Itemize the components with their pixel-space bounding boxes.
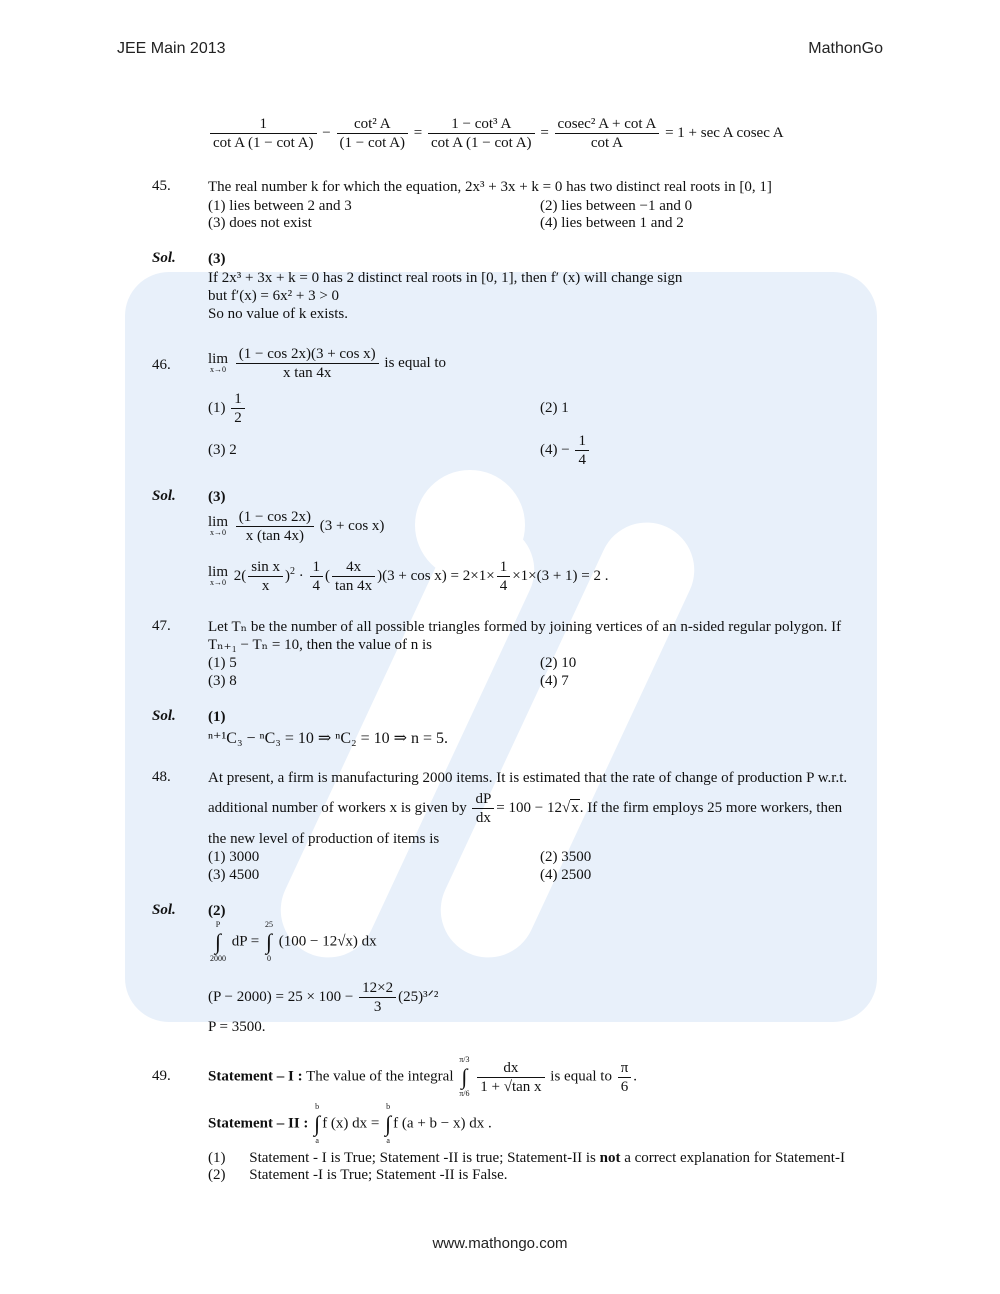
solution-answer: (3): [208, 489, 226, 505]
option-1: (1) 5: [208, 655, 237, 671]
solution-line: lim x→0 2( $\frac{\text{sin x}}{x}$ )$^2$ · $\frac{1}{4}$ ( $\frac{4x}{\tan 4x}$ )(3 + cos x) = 2×1× $\frac{1}{4}$ ×1×(3 + 1) = 2 .: [208, 559, 609, 594]
integral-upper-limit: π/3: [459, 1055, 470, 1064]
limit: [208, 353, 228, 374]
option-2: (2) lies between −1 and 0: [540, 198, 693, 214]
option-3: (3) 4500: [208, 867, 260, 883]
fraction-numerator: 1: [231, 390, 245, 409]
expression: (100 − 12√x) dx: [278, 933, 377, 950]
expression: = 100 − 12: [496, 799, 562, 816]
option-4: (4) 2500: [540, 867, 592, 883]
expression: (3 + cos x) = 2×1×: [382, 567, 495, 584]
fraction-numerator: dx: [477, 1059, 544, 1078]
option-4: (4) 7: [540, 673, 569, 689]
solution-answer: (1): [208, 709, 226, 725]
expression: ×1×(3 + 1) = 2 .: [512, 567, 609, 584]
option-2: (2) 3500: [540, 849, 592, 865]
operator: −: [322, 124, 331, 141]
integral-upper-limit: b: [386, 1102, 391, 1111]
solution-line: ⁿ⁺¹C₃ − ⁿC₃ = 10 ⇒ ⁿC₂ = 10 ⇒ n = 5.: [208, 730, 449, 747]
footer-url[interactable]: www.mathongo.com: [432, 1235, 568, 1252]
expression: f (x) dx =: [322, 1115, 380, 1132]
solution-answer: (2): [208, 903, 226, 919]
statement-2: Statement – II : b ∫ a f (x) dx = b ∫ a f (a + b − x) dx .: [208, 1102, 492, 1145]
integral-lower-limit: 2000: [210, 954, 226, 963]
integral-upper-limit: 25: [265, 920, 273, 929]
fraction-denominator: 4: [499, 578, 508, 594]
question-number: 46.: [152, 357, 171, 373]
option-4: (4) lies between 1 and 2: [540, 215, 684, 231]
expression: dP =: [231, 933, 260, 950]
expression: (25)³ᐟ²: [398, 988, 439, 1005]
option-1: (1) lies between 2 and 3: [208, 198, 352, 214]
fraction-numerator: 4x: [332, 558, 375, 577]
fraction-denominator: cot A (1 − cot A): [431, 135, 532, 151]
fraction-numerator: (1 − cos 2x): [236, 508, 314, 527]
limit-subscript: x→0: [210, 578, 226, 587]
fraction-numerator: 1 − cot³ A: [428, 115, 535, 134]
text: is equal to: [550, 1068, 612, 1085]
question-number: 47.: [152, 618, 171, 634]
question-limit-expression: [208, 345, 446, 382]
question-number: 49.: [152, 1068, 171, 1084]
fraction-denominator: x: [261, 578, 270, 594]
header-exam-title: JEE Main 2013: [117, 40, 226, 57]
fraction-denominator: 1 + √tan x: [480, 1078, 542, 1095]
limit-text: lim: [208, 564, 229, 580]
option-text: a correct explanation for Statement-I: [620, 1150, 845, 1166]
fraction-numerator: 1: [310, 558, 324, 577]
expression: f (a + b − x) dx .: [393, 1115, 492, 1132]
option-3: (3) does not exist: [208, 215, 312, 231]
fraction-denominator: 4: [578, 452, 586, 468]
fraction-numerator: cot² A: [337, 115, 409, 134]
fraction-denominator: cot A (1 − cot A): [213, 135, 314, 151]
continued-solution-equation: [208, 115, 784, 152]
option-label: (2): [208, 1167, 226, 1183]
option-text-bold: not: [599, 1150, 621, 1166]
option-text: Statement - I is True; Statement -II is true; Statement-II is: [249, 1150, 600, 1166]
solution-label: Sol.: [152, 902, 176, 918]
option-2: (2) 10: [540, 655, 577, 671]
limit-subscript: x→0: [210, 365, 226, 374]
option-4: [540, 432, 591, 469]
fraction-numerator: cosec² A + cot A: [555, 115, 660, 134]
solution-line: [208, 979, 438, 1016]
fraction-denominator: x tan 4x: [283, 365, 332, 381]
expression: (P − 2000) = 25 × 100 −: [208, 988, 354, 1005]
fraction-numerator: sin x: [248, 558, 283, 577]
fraction-denominator: dx: [475, 810, 491, 826]
question-text: is equal to: [384, 354, 447, 371]
question-text: Tₙ₊₁ − Tₙ = 10, then the value of n is: [208, 637, 432, 653]
solution-label: Sol.: [152, 708, 176, 724]
option-1: [208, 390, 247, 427]
fraction-numerator: dP: [472, 790, 494, 809]
statement-label: Statement – I :: [208, 1068, 303, 1085]
limit-subscript: x→0: [210, 528, 226, 537]
fraction-denominator: 6: [620, 1078, 629, 1095]
operator: =: [413, 124, 423, 141]
sqrt-radicand: x: [571, 799, 579, 816]
solution-line: If 2x³ + 3x + k = 0 has 2 distinct real roots in [0, 1], then f′ (x) will change sign: [208, 270, 683, 286]
option-1: (1) 3000: [208, 849, 260, 865]
question-number: 48.: [152, 769, 171, 785]
fraction-denominator: x (tan 4x): [245, 528, 305, 544]
option-1: [208, 1149, 845, 1167]
integral-lower-limit: a: [386, 1136, 390, 1145]
fraction-denominator: 4: [312, 578, 321, 594]
operator: =: [540, 124, 549, 141]
solution-label: Sol.: [152, 250, 176, 266]
limit-text: lim: [208, 351, 229, 367]
solution-line: P ∫ 2000 dP = 25 ∫ 0 (100 − 12√x) dx: [210, 920, 377, 963]
limit-text: lim: [208, 514, 229, 530]
solution-line: So no value of k exists.: [208, 306, 348, 322]
expression: 2: [233, 567, 242, 584]
statement-1: Statement – I : The value of the integral π/3 ∫ π/6 $\frac{dx}{\text{1 + √tan x}}$ is equal to $\frac{\pi}{6}$ .: [208, 1055, 638, 1098]
option-3: (3) 8: [208, 673, 237, 689]
fraction-denominator: (1 − cot A): [339, 135, 406, 151]
fraction-numerator: (1 − cos 2x)(3 + cos x): [236, 345, 379, 364]
fraction-numerator: 1: [497, 558, 511, 577]
option-label: (4) −: [540, 441, 570, 458]
integral-upper-limit: b: [315, 1102, 320, 1111]
integral-lower-limit: a: [315, 1136, 319, 1145]
question-text: The real number k for which the equation, 2x³ + 3x + k = 0 has two distinct real roots in [0, 1]: [208, 179, 772, 195]
fraction-numerator: 1: [575, 432, 589, 451]
fraction-numerator: 12×2: [359, 979, 396, 998]
text: The value of the integral: [306, 1068, 454, 1085]
header-brand: MathonGo: [808, 40, 883, 57]
fraction-denominator: cot A: [590, 135, 623, 151]
fraction-denominator: 3: [373, 999, 382, 1015]
solution-line: [208, 508, 384, 545]
question-text: additional number of workers x is given by $\frac{dP}{dx}$ = 100 − 12√x. If the firm employs 25 more workers, then: [208, 791, 843, 826]
solution-label: Sol.: [152, 488, 176, 504]
question-text: the new level of production of items is: [208, 831, 440, 847]
option-label: (1): [208, 399, 226, 416]
fraction-denominator: 2: [234, 410, 242, 426]
integral-lower-limit: 0: [267, 954, 271, 963]
option-label: (1): [208, 1150, 226, 1166]
text: additional number of workers x is given by: [208, 799, 467, 816]
expression: (3 + cos x): [319, 517, 385, 534]
question-text: At present, a firm is manufacturing 2000 items. It is estimated that the rate of change of production P w.r.t.: [208, 770, 848, 786]
solution-answer: (3): [208, 251, 226, 267]
integral-upper-limit: P: [215, 920, 221, 929]
fraction-denominator: tan 4x: [335, 578, 373, 594]
equation-result: = 1 + sec A cosec A: [665, 124, 784, 141]
text: . If the firm employs 25 more workers, then: [579, 799, 843, 816]
fraction-numerator: π: [618, 1059, 632, 1078]
fraction-numerator: 1: [210, 115, 317, 134]
option-2: (2) 1: [540, 400, 569, 416]
solution-line: but f′(x) = 6x² + 3 > 0: [208, 288, 340, 304]
option-3: (3) 2: [208, 442, 237, 458]
solution-line: P = 3500.: [208, 1019, 266, 1035]
option-2: [208, 1166, 508, 1184]
integral-lower-limit: π/6: [459, 1089, 470, 1098]
statement-label: Statement – II :: [208, 1115, 309, 1132]
option-text: Statement -I is True; Statement -II is False.: [249, 1167, 508, 1183]
question-text: Let Tₙ be the number of all possible triangles formed by joining vertices of an n-sided regular polygon. If: [208, 619, 842, 635]
question-number: 45.: [152, 178, 171, 194]
